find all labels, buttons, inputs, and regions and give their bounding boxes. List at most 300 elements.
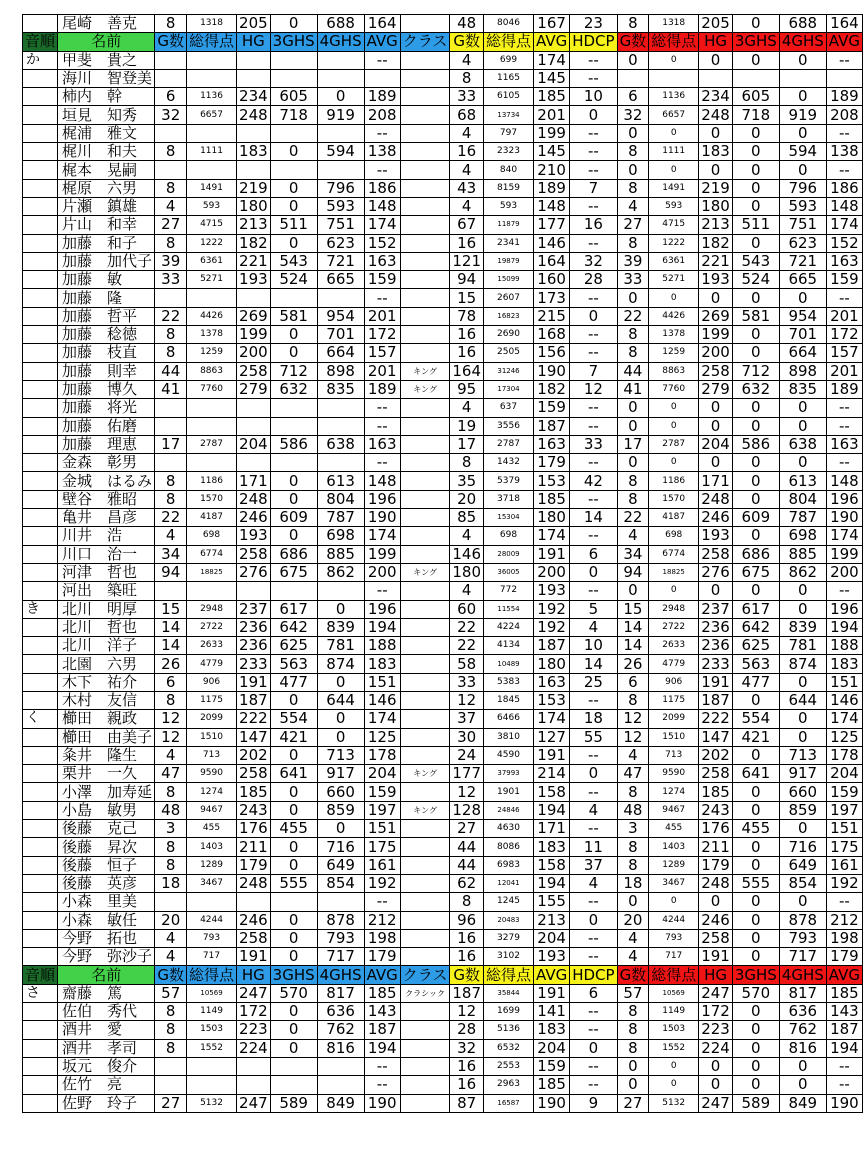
period-total (187, 1076, 237, 1094)
period-3ghs: 0 (270, 344, 317, 362)
recent-games: 32 (617, 106, 649, 124)
overall-games: 8 (450, 893, 484, 911)
overall-avg: 185 (534, 88, 570, 106)
recent-hg: 0 (699, 399, 733, 417)
recent-4ghs: 804 (779, 490, 826, 508)
period-total: 2099 (187, 710, 237, 728)
recent-avg: 161 (826, 856, 862, 874)
period-total: 1491 (187, 179, 237, 197)
period-avg: 151 (364, 673, 400, 691)
table-row (23, 344, 863, 362)
recent-total: 906 (649, 673, 699, 691)
kana-index (23, 197, 58, 215)
recent-hg: 224 (699, 1039, 733, 1057)
recent-3ghs: 0 (732, 234, 779, 252)
recent-hg: 205 (699, 15, 733, 33)
recent-4ghs: 839 (779, 618, 826, 636)
overall-hdcp: 4 (570, 801, 617, 819)
recent-games: 0 (617, 1057, 649, 1075)
header-hdcp: HDCP (570, 966, 617, 984)
period-3ghs: 555 (270, 874, 317, 892)
overall-total: 2341 (484, 234, 534, 252)
recent-hg: 0 (699, 51, 733, 69)
period-games: 57 (155, 984, 187, 1002)
recent-avg: -- (826, 1076, 862, 1094)
period-4ghs: 839 (317, 618, 364, 636)
period-avg: 164 (364, 15, 400, 33)
period-games: 8 (155, 490, 187, 508)
class-cell (400, 252, 450, 270)
overall-total: 17304 (484, 380, 534, 398)
period-games: 8 (155, 1003, 187, 1021)
recent-avg: 185 (826, 984, 862, 1002)
player-name: 酒井 愛 (58, 1021, 155, 1039)
recent-3ghs: 0 (732, 197, 779, 215)
recent-total: 717 (649, 948, 699, 966)
period-games: 8 (155, 15, 187, 33)
recent-games: 0 (617, 454, 649, 472)
recent-3ghs: 712 (732, 362, 779, 380)
overall-total: 6105 (484, 88, 534, 106)
period-avg: 159 (364, 271, 400, 289)
kana-index (23, 746, 58, 764)
player-name: 尾崎 善克 (58, 15, 155, 33)
period-games: 15 (155, 600, 187, 618)
overall-games: 4 (450, 51, 484, 69)
period-total: 1570 (187, 490, 237, 508)
period-hg: 211 (237, 838, 271, 856)
recent-hg: 269 (699, 307, 733, 325)
period-4ghs: 878 (317, 911, 364, 929)
class-cell (400, 216, 450, 234)
recent-hg: 258 (699, 362, 733, 380)
recent-avg: 178 (826, 746, 862, 764)
kana-index (23, 691, 58, 709)
recent-avg: 174 (826, 710, 862, 728)
class-cell (400, 271, 450, 289)
period-3ghs: 570 (270, 984, 317, 1002)
kana-index: さ (23, 984, 58, 1002)
header-index: 音順 (23, 966, 58, 984)
overall-games: 33 (450, 673, 484, 691)
overall-hdcp: 9 (570, 1094, 617, 1112)
recent-3ghs: 0 (732, 161, 779, 179)
recent-total: 1403 (649, 838, 699, 856)
overall-hdcp: 5 (570, 600, 617, 618)
overall-games: 16 (450, 929, 484, 947)
recent-total: 4779 (649, 655, 699, 673)
period-4ghs: 721 (317, 252, 364, 270)
overall-avg: 204 (534, 1039, 570, 1057)
class-cell (400, 435, 450, 453)
period-avg: 187 (364, 1021, 400, 1039)
recent-3ghs: 617 (732, 600, 779, 618)
header-total-recent: 総得点 (649, 33, 699, 51)
overall-total: 698 (484, 527, 534, 545)
class-cell (400, 124, 450, 142)
overall-avg: 171 (534, 820, 570, 838)
header-4ghs: 4GHS (317, 966, 364, 984)
overall-hdcp: -- (570, 783, 617, 801)
period-avg: 201 (364, 362, 400, 380)
recent-hg: 202 (699, 746, 733, 764)
recent-4ghs: 644 (779, 691, 826, 709)
period-4ghs: 665 (317, 271, 364, 289)
class-cell (400, 509, 450, 527)
recent-games: 20 (617, 911, 649, 929)
period-games (155, 124, 187, 142)
period-avg: 143 (364, 1003, 400, 1021)
recent-hg (699, 69, 733, 87)
recent-games: 8 (617, 691, 649, 709)
kana-index (23, 618, 58, 636)
period-games: 8 (155, 143, 187, 161)
overall-avg: 210 (534, 161, 570, 179)
period-total: 9467 (187, 801, 237, 819)
recent-avg: 186 (826, 179, 862, 197)
recent-avg: -- (826, 161, 862, 179)
recent-hg: 187 (699, 691, 733, 709)
overall-hdcp: -- (570, 1057, 617, 1075)
overall-total: 1165 (484, 69, 534, 87)
recent-3ghs: 675 (732, 563, 779, 581)
table-row (23, 454, 863, 472)
period-avg: 190 (364, 1094, 400, 1112)
recent-hg: 211 (699, 838, 733, 856)
period-3ghs: 0 (270, 490, 317, 508)
class-cell (400, 929, 450, 947)
overall-avg: 191 (534, 984, 570, 1002)
overall-hdcp: -- (570, 820, 617, 838)
overall-total: 8086 (484, 838, 534, 856)
overall-total: 5383 (484, 673, 534, 691)
period-4ghs: 664 (317, 344, 364, 362)
overall-hdcp: -- (570, 124, 617, 142)
overall-avg: 159 (534, 399, 570, 417)
overall-total: 2690 (484, 326, 534, 344)
period-3ghs: 0 (270, 948, 317, 966)
period-hg: 258 (237, 545, 271, 563)
recent-hg: 237 (699, 600, 733, 618)
player-name: 梶原 六男 (58, 179, 155, 197)
overall-games: 62 (450, 874, 484, 892)
recent-3ghs: 0 (732, 417, 779, 435)
header-3ghs: 3GHS (270, 966, 317, 984)
period-avg: 179 (364, 948, 400, 966)
table-row (23, 124, 863, 142)
kana-index (23, 911, 58, 929)
recent-4ghs: 594 (779, 143, 826, 161)
class-cell (400, 1021, 450, 1039)
recent-hg: 185 (699, 783, 733, 801)
recent-total: 455 (649, 820, 699, 838)
player-name: 今野 拓也 (58, 929, 155, 947)
recent-4ghs: 762 (779, 1021, 826, 1039)
recent-games: 0 (617, 893, 649, 911)
period-hg: 236 (237, 637, 271, 655)
overall-games: 33 (450, 88, 484, 106)
recent-hg: 243 (699, 801, 733, 819)
overall-games: 58 (450, 655, 484, 673)
period-avg: -- (364, 399, 400, 417)
class-cell (400, 106, 450, 124)
class-cell (400, 691, 450, 709)
period-avg: 189 (364, 88, 400, 106)
period-4ghs: 751 (317, 216, 364, 234)
recent-hg: 276 (699, 563, 733, 581)
period-avg: 196 (364, 490, 400, 508)
overall-hdcp: 0 (570, 563, 617, 581)
period-hg: 182 (237, 234, 271, 252)
recent-4ghs: 796 (779, 179, 826, 197)
period-games (155, 289, 187, 307)
period-3ghs: 0 (270, 15, 317, 33)
overall-hdcp: 0 (570, 307, 617, 325)
kana-index (23, 893, 58, 911)
period-hg: 205 (237, 15, 271, 33)
period-games: 17 (155, 435, 187, 453)
period-4ghs: 660 (317, 783, 364, 801)
table-row (23, 326, 863, 344)
period-4ghs: 793 (317, 929, 364, 947)
class-cell (400, 1039, 450, 1057)
overall-total: 4630 (484, 820, 534, 838)
overall-total: 4134 (484, 637, 534, 655)
period-hg (237, 51, 271, 69)
overall-games: 43 (450, 179, 484, 197)
recent-3ghs: 0 (732, 143, 779, 161)
overall-games: 19 (450, 417, 484, 435)
overall-avg: 127 (534, 728, 570, 746)
kana-index (23, 509, 58, 527)
class-cell (400, 911, 450, 929)
recent-4ghs: 0 (779, 88, 826, 106)
kana-index (23, 399, 58, 417)
period-hg: 213 (237, 216, 271, 234)
period-3ghs (270, 1076, 317, 1094)
recent-games: 8 (617, 472, 649, 490)
recent-avg: 194 (826, 618, 862, 636)
overall-avg: 158 (534, 856, 570, 874)
recent-3ghs: 0 (732, 527, 779, 545)
overall-avg: 158 (534, 783, 570, 801)
period-total: 4779 (187, 655, 237, 673)
period-hg: 269 (237, 307, 271, 325)
recent-total: 6774 (649, 545, 699, 563)
period-3ghs: 605 (270, 88, 317, 106)
recent-games: 0 (617, 51, 649, 69)
overall-total: 4224 (484, 618, 534, 636)
overall-total: 5136 (484, 1021, 534, 1039)
table-row (23, 563, 863, 581)
recent-total: 698 (649, 527, 699, 545)
recent-3ghs: 589 (732, 1094, 779, 1112)
overall-hdcp: -- (570, 143, 617, 161)
overall-games: 4 (450, 197, 484, 215)
recent-4ghs: 885 (779, 545, 826, 563)
kana-index (23, 69, 58, 87)
recent-avg: 200 (826, 563, 862, 581)
recent-4ghs: 717 (779, 948, 826, 966)
period-total: 4715 (187, 216, 237, 234)
player-name: 北川 洋子 (58, 637, 155, 655)
overall-avg: 214 (534, 765, 570, 783)
class-cell (400, 289, 450, 307)
period-avg: 194 (364, 618, 400, 636)
header-4ghs: 4GHS (317, 33, 364, 51)
recent-games: 8 (617, 490, 649, 508)
period-avg (364, 69, 400, 87)
recent-avg: 175 (826, 838, 862, 856)
period-3ghs: 0 (270, 472, 317, 490)
recent-3ghs: 0 (732, 15, 779, 33)
overall-hdcp: -- (570, 289, 617, 307)
overall-games: 8 (450, 69, 484, 87)
overall-games: 4 (450, 399, 484, 417)
recent-games: 34 (617, 545, 649, 563)
class-cell: キング (400, 563, 450, 581)
overall-games: 4 (450, 527, 484, 545)
period-total: 1289 (187, 856, 237, 874)
class-cell (400, 490, 450, 508)
period-3ghs (270, 1057, 317, 1075)
overall-total: 11554 (484, 600, 534, 618)
period-avg: 174 (364, 710, 400, 728)
recent-hg: 0 (699, 289, 733, 307)
table-row (23, 710, 863, 728)
player-name: 加藤 隆 (58, 289, 155, 307)
overall-hdcp: 0 (570, 1039, 617, 1057)
period-3ghs (270, 289, 317, 307)
recent-hg: 0 (699, 1057, 733, 1075)
recent-4ghs: 835 (779, 380, 826, 398)
recent-games: 4 (617, 746, 649, 764)
recent-4ghs: 919 (779, 106, 826, 124)
player-name: 加藤 博久 (58, 380, 155, 398)
period-hg (237, 124, 271, 142)
period-4ghs: 817 (317, 984, 364, 1002)
recent-hg: 0 (699, 893, 733, 911)
recent-avg: -- (826, 289, 862, 307)
table-row (23, 929, 863, 947)
header-hg: HG (237, 33, 271, 51)
period-hg: 185 (237, 783, 271, 801)
header-games-total: G数 (450, 33, 484, 51)
recent-avg: 146 (826, 691, 862, 709)
recent-total: 713 (649, 746, 699, 764)
period-3ghs (270, 69, 317, 87)
overall-avg: 160 (534, 271, 570, 289)
recent-games: 8 (617, 783, 649, 801)
player-name: 片瀬 鎮雄 (58, 197, 155, 215)
player-name: 柿内 幹 (58, 88, 155, 106)
recent-4ghs: 0 (779, 417, 826, 435)
period-hg (237, 289, 271, 307)
overall-total: 8046 (484, 15, 534, 33)
class-cell (400, 454, 450, 472)
table-row (23, 527, 863, 545)
recent-3ghs: 524 (732, 271, 779, 289)
kana-index (23, 929, 58, 947)
overall-games: 44 (450, 838, 484, 856)
period-4ghs (317, 289, 364, 307)
recent-4ghs: 716 (779, 838, 826, 856)
period-4ghs: 898 (317, 362, 364, 380)
period-hg: 258 (237, 765, 271, 783)
overall-avg: 174 (534, 51, 570, 69)
period-hg (237, 582, 271, 600)
overall-games: 4 (450, 582, 484, 600)
recent-hg: 199 (699, 326, 733, 344)
class-cell (400, 234, 450, 252)
period-4ghs: 787 (317, 509, 364, 527)
recent-3ghs: 686 (732, 545, 779, 563)
recent-games: 22 (617, 307, 649, 325)
period-4ghs: 919 (317, 106, 364, 124)
period-3ghs (270, 893, 317, 911)
overall-games: 164 (450, 362, 484, 380)
period-3ghs: 554 (270, 710, 317, 728)
recent-3ghs: 0 (732, 454, 779, 472)
kana-index (23, 637, 58, 655)
recent-4ghs: 721 (779, 252, 826, 270)
class-cell (400, 637, 450, 655)
period-games: 48 (155, 801, 187, 819)
table-row (23, 783, 863, 801)
overall-avg: 185 (534, 1076, 570, 1094)
period-games: 6 (155, 673, 187, 691)
recent-3ghs: 0 (732, 911, 779, 929)
recent-4ghs: 793 (779, 929, 826, 947)
kana-index (23, 161, 58, 179)
player-name: 加藤 則幸 (58, 362, 155, 380)
period-avg: 190 (364, 509, 400, 527)
period-avg: 175 (364, 838, 400, 856)
recent-avg: -- (826, 399, 862, 417)
period-hg: 222 (237, 710, 271, 728)
period-total: 1149 (187, 1003, 237, 1021)
recent-avg: 125 (826, 728, 862, 746)
period-3ghs: 0 (270, 856, 317, 874)
recent-4ghs: 0 (779, 710, 826, 728)
overall-games: 22 (450, 618, 484, 636)
period-4ghs: 954 (317, 307, 364, 325)
overall-avg: 194 (534, 874, 570, 892)
overall-hdcp: -- (570, 527, 617, 545)
recent-3ghs: 581 (732, 307, 779, 325)
recent-avg: 164 (826, 15, 862, 33)
recent-total (649, 69, 699, 87)
recent-total: 1186 (649, 472, 699, 490)
period-games: 32 (155, 106, 187, 124)
player-name: 金森 彰男 (58, 454, 155, 472)
period-avg: 189 (364, 380, 400, 398)
player-name: 後藤 克己 (58, 820, 155, 838)
recent-4ghs: 636 (779, 1003, 826, 1021)
period-4ghs (317, 1057, 364, 1075)
period-3ghs: 0 (270, 527, 317, 545)
period-games: 4 (155, 746, 187, 764)
recent-4ghs: 878 (779, 911, 826, 929)
recent-games: 0 (617, 161, 649, 179)
recent-avg: 201 (826, 307, 862, 325)
recent-games: 26 (617, 655, 649, 673)
recent-4ghs: 713 (779, 746, 826, 764)
period-3ghs: 675 (270, 563, 317, 581)
header-3ghs: 3GHS (270, 33, 317, 51)
overall-avg: 189 (534, 179, 570, 197)
recent-hg: 0 (699, 582, 733, 600)
